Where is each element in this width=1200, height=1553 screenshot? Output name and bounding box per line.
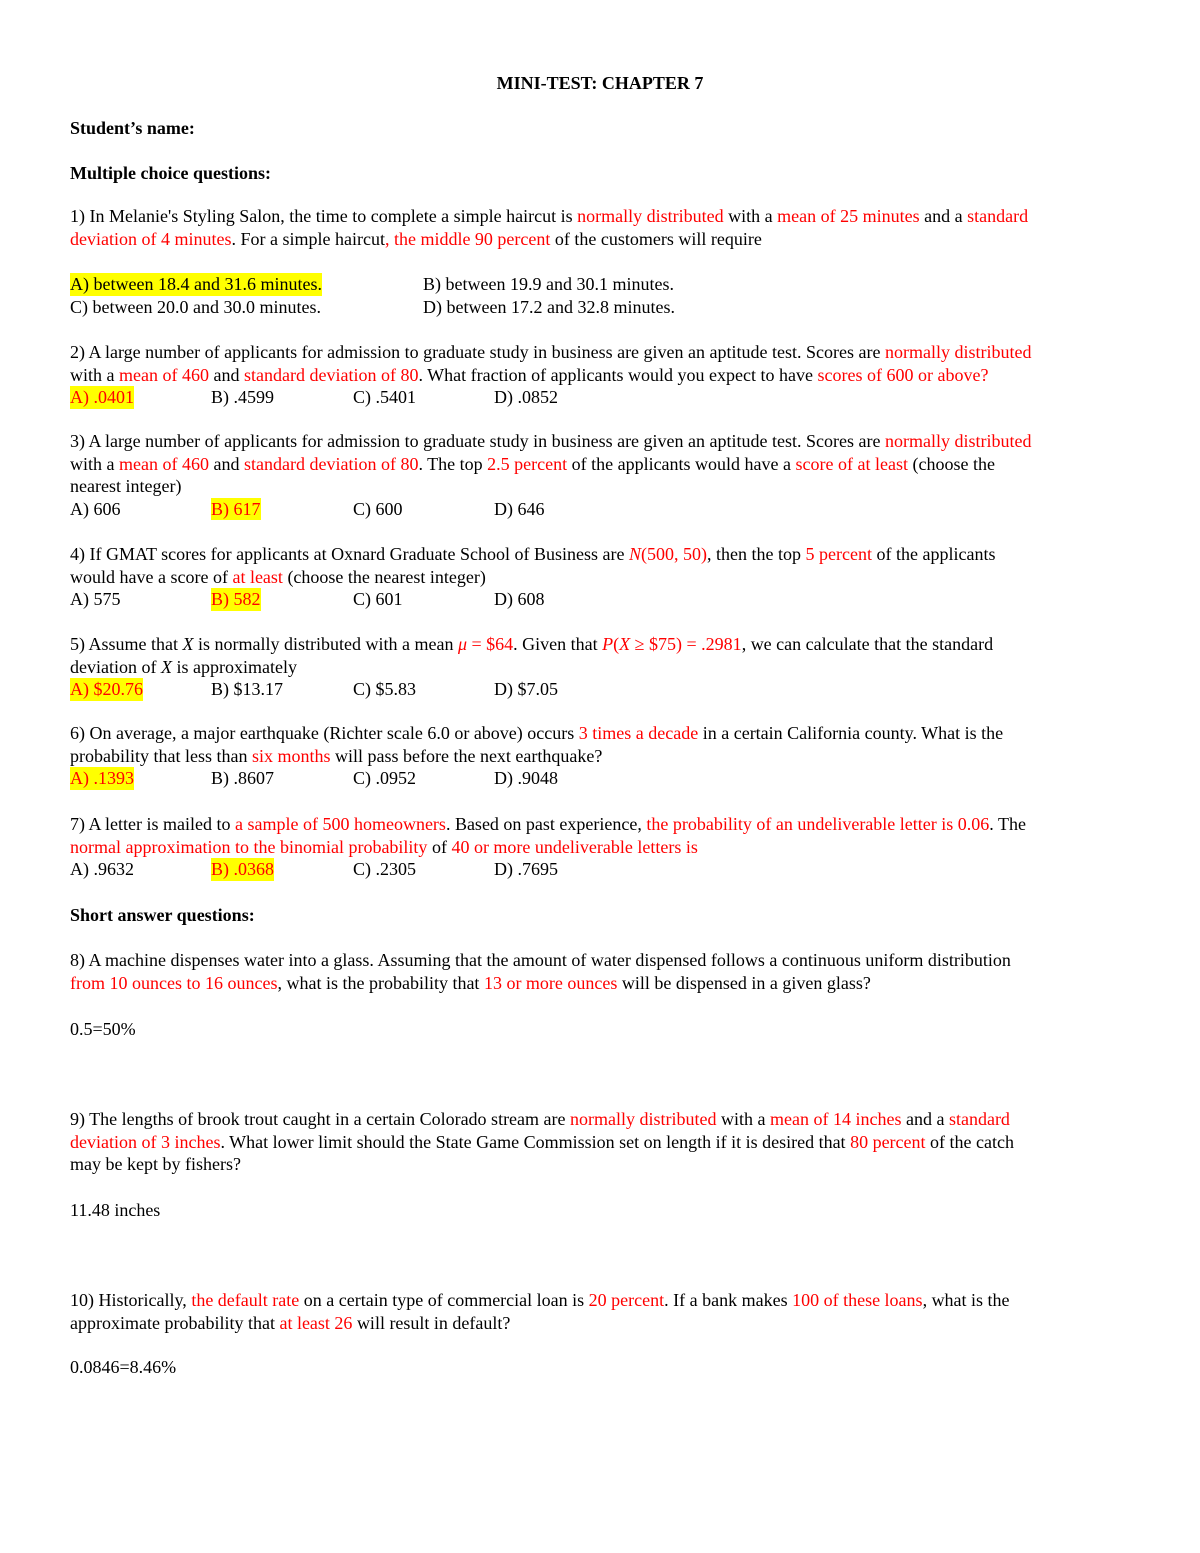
- text-run: . Based on past experience,: [445, 814, 647, 834]
- text-line: [70, 1289, 1010, 1312]
- answer-option-a: A) .9632: [70, 859, 134, 880]
- emphasized-text: normal approximation to the binomial probability: [70, 836, 428, 857]
- answer-option-a: A) 606: [70, 498, 121, 519]
- answer-options-row: [70, 678, 993, 701]
- text-line: [70, 1131, 1014, 1154]
- emphasized-text: mean of 25 minutes: [777, 206, 920, 226]
- emphasized-text: standard: [948, 1109, 1010, 1129]
- text-run: may be kept by fishers?: [70, 1154, 241, 1175]
- question-4: [70, 543, 995, 611]
- text-run: 8) A machine dispenses water into a glass. Assuming that the amount of water dispensed follows a continuous uniform distribution: [70, 950, 1011, 970]
- text-run: with a: [723, 206, 778, 226]
- answer-option-a: A) .1393: [70, 768, 134, 789]
- text-run: with a: [70, 364, 119, 385]
- emphasized-text: 3 times a decade: [578, 723, 699, 743]
- text-run: 6) On average, a major earthquake (Richter scale 6.0 or above) occurs: [70, 723, 579, 743]
- answer-option-c: C) 601: [353, 589, 403, 610]
- emphasized-text: six months: [251, 745, 331, 766]
- emphasized-text: from 10 ounces to 16 ounces: [70, 972, 278, 993]
- answer-option-b: B) .4599: [211, 387, 274, 408]
- text-run: of the applicants: [872, 544, 996, 564]
- text-run: 9) The lengths of brook trout caught in a certain Colorado stream are: [70, 1109, 571, 1129]
- text-run: . If a bank makes: [664, 1290, 793, 1310]
- text-run: and: [208, 364, 244, 385]
- student-name-label: Student’s name:: [70, 118, 195, 138]
- answer-option-c: C) 600: [353, 498, 403, 519]
- text-line: [70, 656, 993, 679]
- question-2: [70, 341, 1031, 409]
- text-run: , what is the probability that: [277, 972, 484, 993]
- emphasized-text: ≥ $75) = .2981: [630, 634, 742, 654]
- emphasized-text: P: [602, 634, 614, 654]
- text-run: . Given that: [513, 634, 603, 654]
- text-line: [70, 633, 993, 656]
- text-run: of the customers will require: [550, 228, 762, 249]
- emphasized-text: normally distributed: [570, 1109, 717, 1129]
- answer-option-d: D) between 17.2 and 32.8 minutes.: [423, 296, 675, 317]
- answer-options-row: [70, 858, 1026, 881]
- text-line: [70, 745, 1003, 768]
- text-line: [70, 430, 1031, 453]
- answer-options-row: [70, 588, 995, 611]
- question-9: [70, 1108, 1014, 1176]
- text-run: of: [427, 836, 452, 857]
- text-run: is approximately: [171, 656, 297, 677]
- page-title: MINI-TEST: CHAPTER 7: [496, 73, 704, 93]
- text-run: probability that less than: [70, 745, 252, 766]
- answer-option-c: C) $5.83: [353, 679, 416, 700]
- text-run: of the applicants would have a: [567, 453, 796, 474]
- text-run: . What fraction of applicants would you expect to have: [418, 364, 818, 385]
- text-line: [70, 1312, 1010, 1335]
- text-run: , then the top: [707, 544, 806, 564]
- emphasized-text: mean of 14 inches: [770, 1109, 902, 1129]
- question-8: [70, 949, 1011, 994]
- emphasized-text: standard: [967, 206, 1029, 226]
- emphasized-text: X: [619, 634, 631, 654]
- emphasized-text: 5 percent: [805, 544, 872, 564]
- multiple-choice-heading: Multiple choice questions:: [70, 163, 271, 183]
- answer-option-c: C) .2305: [353, 859, 416, 880]
- answer-option-d: D) $7.05: [494, 679, 558, 700]
- text-run: (choose the nearest integer): [282, 566, 486, 587]
- text-run: with a: [70, 453, 119, 474]
- text-run: 5) Assume that: [70, 634, 183, 654]
- answer-option-d: D) .0852: [494, 387, 558, 408]
- text-line: [70, 813, 1026, 836]
- text-run: of the catch: [925, 1131, 1014, 1152]
- text-line: [70, 949, 1011, 972]
- answer-option-b: B) .0368: [211, 859, 274, 880]
- text-run: . The top: [418, 453, 488, 474]
- question-7: [70, 813, 1026, 881]
- text-run: . What lower limit should the State Game Commission set on length if it is desired that: [220, 1131, 851, 1152]
- emphasized-text: 40 or more undeliverable letters is: [451, 836, 698, 857]
- emphasized-text: mean of 460: [119, 453, 209, 474]
- text-line: [70, 836, 1026, 859]
- text-run: in a certain California county. What is the: [698, 723, 1004, 743]
- text-run: will result in default?: [352, 1312, 511, 1333]
- text-line: [70, 228, 1028, 251]
- emphasized-text: normally distributed: [884, 431, 1032, 451]
- question-10: [70, 1289, 1010, 1334]
- text-line: [70, 1153, 1014, 1176]
- answer-8: 0.5=50%: [70, 1019, 136, 1039]
- emphasized-text: scores of 600 or above?: [817, 364, 989, 385]
- emphasized-text: 13 or more ounces: [483, 972, 618, 993]
- answer-option-b: B) 582: [211, 589, 261, 610]
- text-run: X: [182, 634, 194, 654]
- question-3: [70, 430, 1031, 520]
- text-run: 4) If GMAT scores for applicants at Oxnard Graduate School of Business are: [70, 544, 630, 564]
- text-run: nearest integer): [70, 476, 182, 497]
- text-run: on a certain type of commercial loan is: [299, 1290, 589, 1310]
- text-line: [70, 475, 1031, 498]
- emphasized-text: 2.5 percent: [487, 453, 568, 474]
- emphasized-text: deviation of 4 minutes: [70, 228, 232, 249]
- emphasized-text: the probability of an undeliverable letter is 0.06: [646, 814, 990, 834]
- emphasized-text: at least: [232, 566, 283, 587]
- answer-option-d: D) .9048: [494, 768, 558, 789]
- text-line: [70, 722, 1003, 745]
- emphasized-text: (: [613, 634, 620, 654]
- answer-option-b: B) $13.17: [211, 679, 283, 700]
- answer-options-row: [70, 767, 1003, 790]
- question-5: [70, 633, 993, 701]
- text-run: and a: [901, 1109, 949, 1129]
- emphasized-text: 80 percent: [850, 1131, 926, 1152]
- answer-10: 0.0846=8.46%: [70, 1357, 177, 1377]
- answer-9: 11.48 inches: [70, 1200, 161, 1220]
- text-run: 3) A large number of applicants for admission to graduate study in business are given an aptitude test. Scores are: [70, 431, 885, 451]
- text-run: 7) A letter is mailed to: [70, 814, 235, 834]
- text-run: . For a simple haircut: [231, 228, 385, 249]
- answer-option-b: B) 617: [211, 498, 261, 519]
- text-run: will be dispensed in a given glass?: [617, 972, 871, 993]
- text-run: (choose the: [907, 453, 995, 474]
- answer-options-row: [70, 498, 1031, 521]
- text-line: [70, 341, 1031, 364]
- question-6: [70, 722, 1003, 790]
- text-run: is normally distributed with a mean: [193, 634, 458, 654]
- emphasized-text: at least 26: [279, 1312, 353, 1333]
- answer-option-a: A) $20.76: [70, 679, 143, 700]
- text-run: . The: [989, 814, 1026, 834]
- answer-option-b: B) .8607: [211, 768, 274, 789]
- text-line: [70, 566, 995, 589]
- emphasized-text: standard deviation of 80: [243, 364, 419, 385]
- answer-option-a: A) between 18.4 and 31.6 minutes.: [70, 274, 322, 294]
- emphasized-text: standard deviation of 80: [243, 453, 419, 474]
- text-line: [70, 1108, 1014, 1131]
- text-run: 10) Historically,: [70, 1290, 192, 1310]
- emphasized-text: N: [629, 544, 642, 564]
- answer-option-d: D) 608: [494, 589, 545, 610]
- answer-option-b: B) between 19.9 and 30.1 minutes.: [423, 274, 674, 294]
- answer-option-c: C) .0952: [353, 768, 416, 789]
- answer-option-c: C) between 20.0 and 30.0 minutes.: [70, 296, 321, 317]
- answer-option-c: C) .5401: [353, 387, 416, 408]
- text-run: with a: [716, 1109, 770, 1129]
- answer-option-d: D) 646: [494, 498, 545, 519]
- text-line: [70, 972, 1011, 995]
- text-run: , we can calculate that the standard: [741, 634, 994, 654]
- emphasized-text: = $64: [467, 634, 514, 654]
- emphasized-text: (500, 50): [641, 544, 708, 564]
- emphasized-text: score of at least: [795, 453, 908, 474]
- answer-option-d: D) .7695: [494, 859, 558, 880]
- emphasized-text: a sample of 500 homeowners: [234, 814, 446, 834]
- text-run: would have a score of: [70, 566, 233, 587]
- text-run: and: [208, 453, 244, 474]
- question-1: [70, 205, 1028, 250]
- emphasized-text: 100 of these loans: [792, 1290, 923, 1310]
- emphasized-text: 20 percent: [588, 1290, 665, 1310]
- text-run: approximate probability that: [70, 1312, 280, 1333]
- text-run: will pass before the next earthquake?: [330, 745, 603, 766]
- emphasized-text: μ: [457, 634, 468, 654]
- emphasized-text: normally distributed: [884, 342, 1032, 362]
- emphasized-text: normally distributed: [577, 206, 724, 226]
- text-run: 2) A large number of applicants for admission to graduate study in business are given an aptitude test. Scores are: [70, 342, 885, 362]
- emphasized-text: the default rate: [191, 1290, 300, 1310]
- text-run: and a: [919, 206, 968, 226]
- text-run: deviation of: [70, 656, 161, 677]
- emphasized-text: , the middle 90 percent: [384, 228, 551, 249]
- text-run: 1) In Melanie's Styling Salon, the time to complete a simple haircut is: [70, 206, 578, 226]
- text-run: X: [160, 656, 172, 677]
- emphasized-text: mean of 460: [119, 364, 209, 385]
- text-line: [70, 543, 995, 566]
- answer-option-a: A) .0401: [70, 387, 134, 408]
- text-line: [70, 453, 1031, 476]
- text-run: , what is the: [922, 1290, 1010, 1310]
- text-line: [70, 205, 1028, 228]
- answer-options-row: [70, 386, 1031, 409]
- text-line: [70, 364, 1031, 387]
- emphasized-text: deviation of 3 inches: [70, 1131, 221, 1152]
- answer-option-a: A) 575: [70, 589, 121, 610]
- short-answer-heading: Short answer questions:: [70, 905, 255, 925]
